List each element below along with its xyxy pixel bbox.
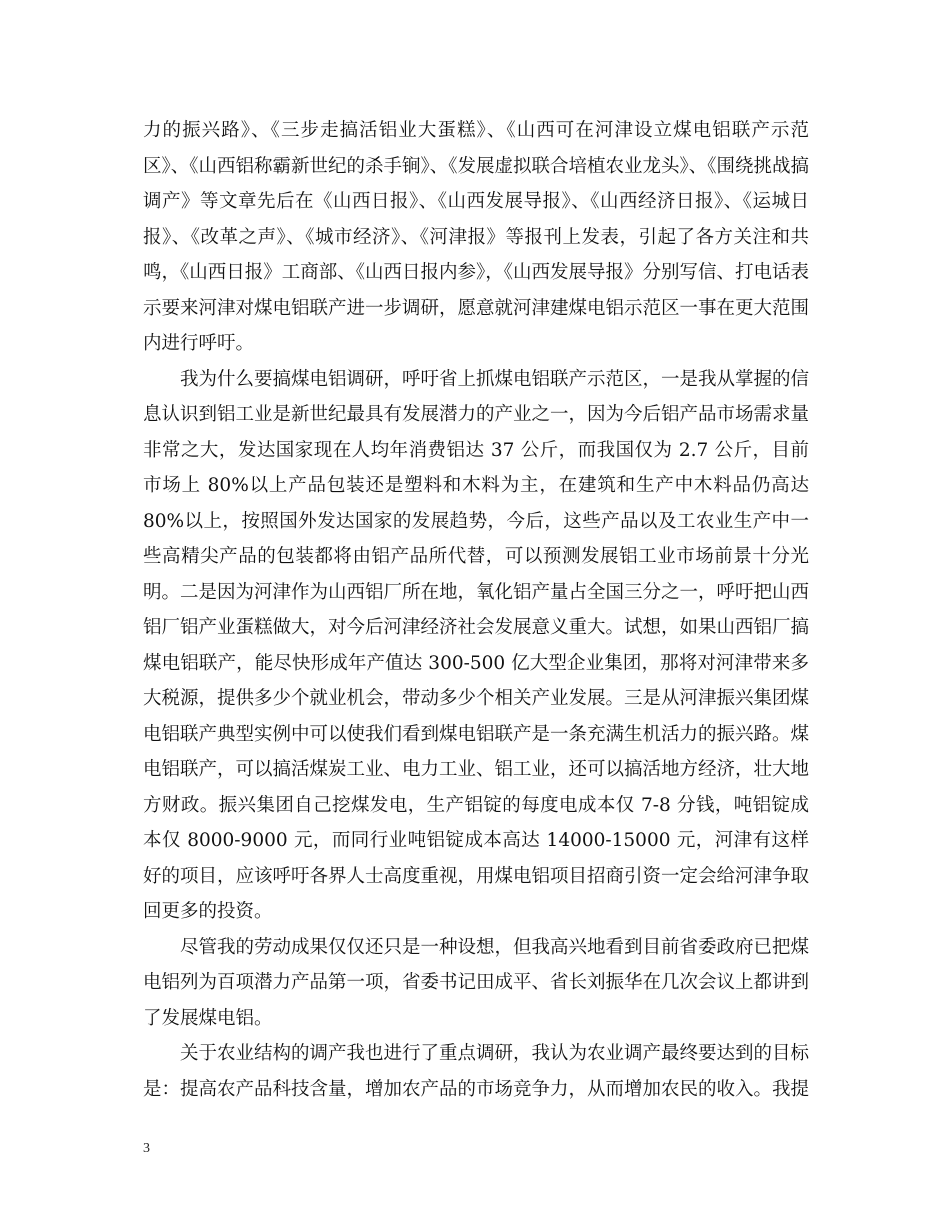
paragraph-4: 关于农业结构的调产我也进行了重点调研，我认为农业调产最终要达到的目标是：提高农产品科技含量，增加农产品的市场竞争力，从而增加农民的收入。我提 <box>143 1043 810 1100</box>
body-text <box>143 113 809 1107</box>
paragraph-3: 尽管我的劳动成果仅仅还只是一种设想，但我高兴地看到目前省委政府已把煤电铝列为百项潜力产品第一项，省委书记田成平、省长刘振华在几次会议上都讲到了发展煤电铝。 <box>143 936 810 1029</box>
page-number: 3 <box>143 1141 150 1156</box>
paragraph-2: 我为什么要搞煤电铝调研，呼吁省上抓煤电铝联产示范区，一是我从掌握的信息认识到铝工业是新世纪最具有发展潜力的产业之一，因为今后铝产品市场需求量非常之大，发达国家现在人均年消费铝达 37 公斤，而我国仅为 2.7 公斤，目前市场上 80%以上产品包装还是塑料和木料为主，在建筑和生产中木料品仍高达 80%以上，按照国外发达国家的发展趋势，今后，这些产品以及工农业生产中一些高精尖产品的包装都将由铝产品所代替，可以预测发展铝工业市场前景十分光明。二是因为河津作为山西铝厂所在地，氧化铝产量占全国三分之一，呼吁把山西铝厂铝产业蛋糕做大，对今后河津经济社会发展意义重大。试想，如果山西铝厂搞煤电铝联产，能尽快形成年产值达 300-500 亿大型企业集团，那将对河津带来多大税源，提供多少个就业机会，带动多少个相关产业发展。三是从河津振兴集团煤电铝联产典型实例中可以使我们看到煤电铝联产是一条充满生机活力的振兴路。煤电铝联产，可以搞活煤炭工业、电力工业、铝工业，还可以搞活地方经济，壮大地方财政。振兴集团自己挖煤发电，生产铝锭的每度电成本仅 7-8 分钱，吨铝锭成本仅 8000-9000 元，而同行业吨铝锭成本高达 14000-15000 元，河津有这样好的项目，应该呼吁各界人士高度重视，用煤电铝项目招商引资一定会给河津争取回更多的投资。 <box>143 368 810 922</box>
paragraph-1: 力的振兴路》、《三步走搞活铝业大蛋糕》、《山西可在河津设立煤电铝联产示范区》、《山西铝称霸新世纪的杀手锏》、《发展虚拟联合培植农业龙头》、《围绕挑战搞调产》等文章先后在《山西日报》、《山西发展导报》、《山西经济日报》、《运城日报》、《改革之声》、《城市经济》、《河津报》等报刊上发表，引起了各方关注和共鸣，《山西日报》工商部、《山西日报内参》，《山西发展导报》分别写信、打电话表示要来河津对煤电铝联产进一步调研，愿意就河津建煤电铝示范区一事在更大范围内进行呼吁。 <box>143 120 810 354</box>
